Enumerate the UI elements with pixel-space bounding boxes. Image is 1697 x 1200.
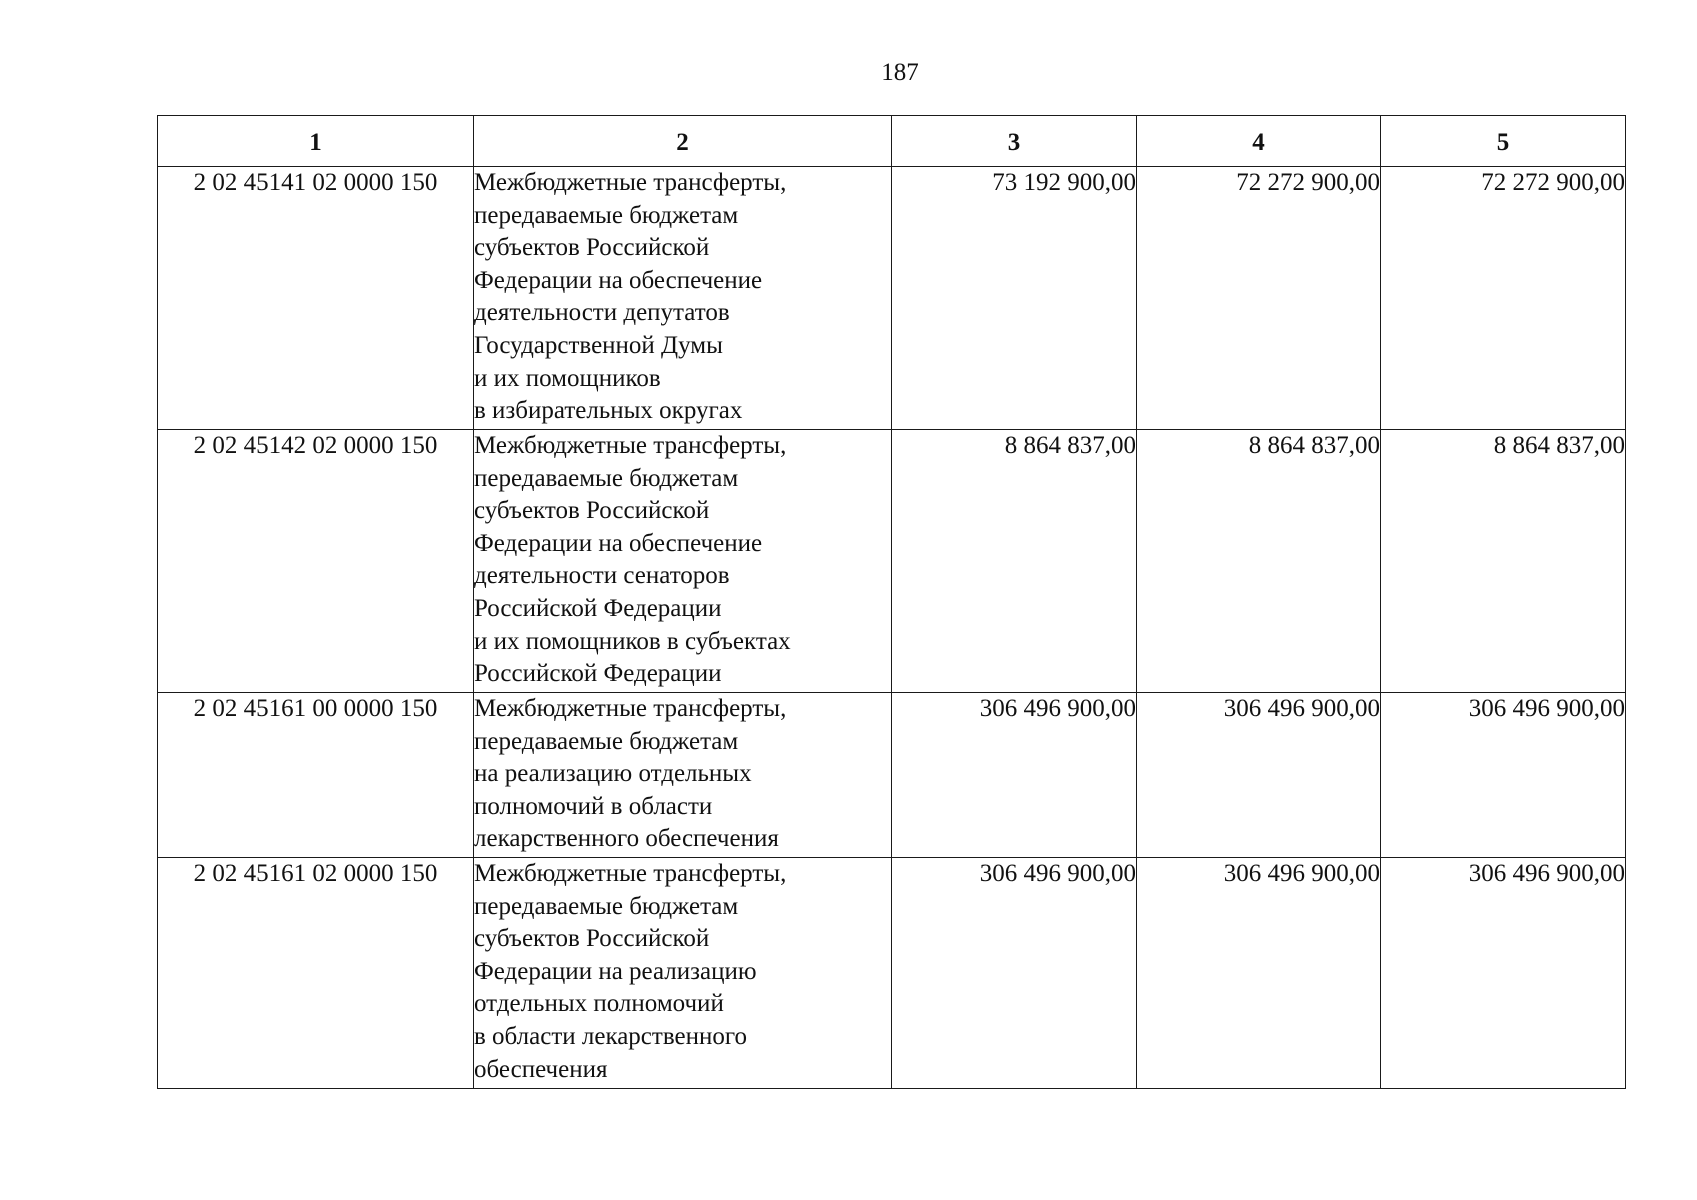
row-value-col-4: 8 864 837,00: [1137, 430, 1381, 693]
row-code: 2 02 45141 02 0000 150: [158, 167, 474, 430]
name-line: деятельности депутатов: [474, 299, 730, 327]
name-line: Федерации на обеспечение: [474, 529, 763, 557]
row-code: 2 02 45142 02 0000 150: [158, 430, 474, 693]
name-line: отдельных полномочий: [474, 990, 724, 1018]
table-row: [158, 167, 1626, 430]
name-line: обеспечения: [474, 1055, 608, 1083]
header-col-2: 2: [474, 116, 892, 167]
row-value-col-5: 306 496 900,00: [1381, 693, 1626, 858]
name-line: передаваемые бюджетам: [474, 892, 739, 920]
name-line: передаваемые бюджетам: [474, 727, 739, 755]
name-line: лекарственного обеспечения: [474, 825, 779, 853]
row-value-col-5: 72 272 900,00: [1381, 167, 1626, 430]
name-line: передаваемые бюджетам: [474, 201, 739, 229]
name-line: субъектов Российской: [474, 497, 710, 525]
row-name: [474, 693, 892, 858]
row-value-col-4: 72 272 900,00: [1137, 167, 1381, 430]
row-value-col-3: 306 496 900,00: [892, 858, 1137, 1089]
table-header-row: [158, 116, 1626, 167]
name-line: субъектов Российской: [474, 925, 710, 953]
name-line: деятельности сенаторов: [474, 562, 730, 590]
row-value-col-3: 8 864 837,00: [892, 430, 1137, 693]
row-name: [474, 858, 892, 1089]
name-line: Межбюджетные трансферты,: [474, 695, 787, 722]
header-col-3: 3: [892, 116, 1137, 167]
row-value-col-4: 306 496 900,00: [1137, 858, 1381, 1089]
table-row: [158, 693, 1626, 858]
budget-table: [157, 115, 1626, 1089]
header-col-1: 1: [158, 116, 474, 167]
name-line: на реализацию отдельных: [474, 760, 752, 788]
table-row: [158, 858, 1626, 1089]
name-line: Государственной Думы: [474, 331, 723, 359]
name-line: Федерации на реализацию: [474, 957, 757, 985]
name-line: Федерации на обеспечение: [474, 266, 763, 294]
name-line: в области лекарственного: [474, 1022, 747, 1050]
row-value-col-3: 306 496 900,00: [892, 693, 1137, 858]
row-value-col-4: 306 496 900,00: [1137, 693, 1381, 858]
row-value-col-5: 306 496 900,00: [1381, 858, 1626, 1089]
page-number: 187: [881, 59, 919, 86]
row-name: [474, 430, 892, 693]
name-line: субъектов Российской: [474, 234, 710, 262]
name-line: и их помощников в субъектах: [474, 627, 791, 655]
header-col-4: 4: [1137, 116, 1381, 167]
name-line: передаваемые бюджетам: [474, 464, 739, 492]
name-line: и их помощников: [474, 364, 661, 392]
header-col-5: 5: [1381, 116, 1626, 167]
row-value-col-3: 73 192 900,00: [892, 167, 1137, 430]
row-code: 2 02 45161 00 0000 150: [158, 693, 474, 858]
row-code: 2 02 45161 02 0000 150: [158, 858, 474, 1089]
name-line: Межбюджетные трансферты,: [474, 432, 787, 459]
name-line: Межбюджетные трансферты,: [474, 860, 787, 887]
name-line: в избирательных округах: [474, 397, 743, 425]
name-line: Межбюджетные трансферты,: [474, 169, 787, 196]
row-name: [474, 167, 892, 430]
table-row: [158, 430, 1626, 693]
row-value-col-5: 8 864 837,00: [1381, 430, 1626, 693]
name-line: Российской Федерации: [474, 594, 722, 622]
name-line: полномочий в области: [474, 792, 713, 820]
name-line: Российской Федерации: [474, 660, 722, 688]
